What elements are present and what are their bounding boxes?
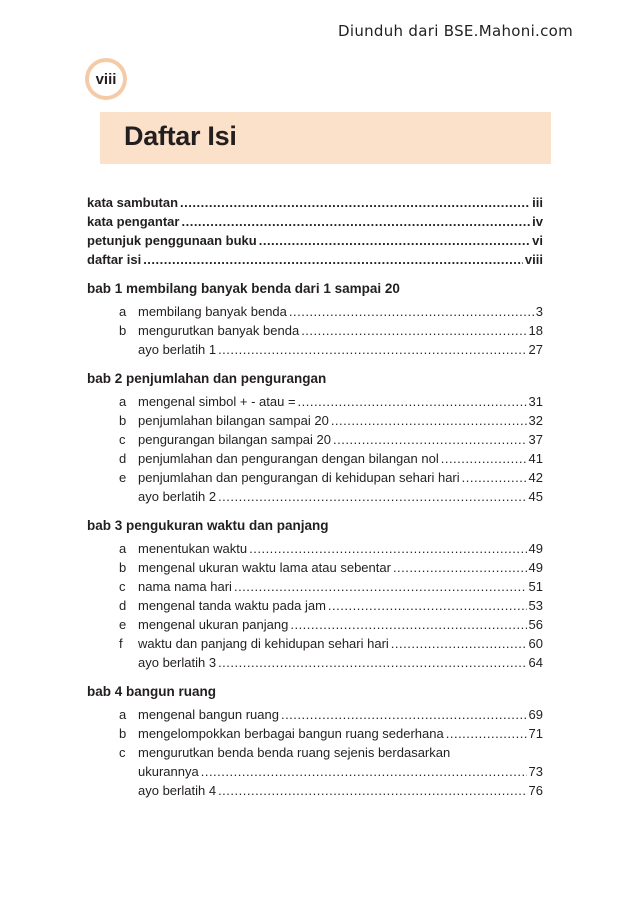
entry-page-number: 71	[528, 726, 543, 741]
dot-leader	[201, 762, 527, 781]
entry-label: mengurutkan banyak benda	[138, 323, 300, 338]
dot-leader	[281, 705, 527, 724]
toc-entry	[138, 430, 543, 449]
item-letter: b	[119, 323, 127, 338]
dot-leader	[331, 411, 527, 430]
dot-leader	[259, 231, 530, 250]
item-letter: e	[119, 617, 127, 632]
front-matter-entry	[87, 212, 543, 231]
dot-leader	[290, 615, 526, 634]
entry-page-number: 53	[528, 598, 543, 613]
entry-label: membilang banyak benda	[138, 304, 287, 319]
entry-page-number: 37	[528, 432, 543, 447]
dot-leader	[446, 724, 527, 743]
entry-label: kata sambutan	[87, 195, 179, 210]
entry-label: ukurannya	[138, 764, 199, 779]
entry-label: menentukan waktu	[138, 541, 248, 556]
entry-label: penjumlahan dan pengurangan dengan bilangan nol	[138, 451, 439, 466]
item-letter: a	[119, 304, 127, 319]
dot-leader	[180, 193, 530, 212]
entry-label: nama nama hari	[138, 579, 232, 594]
dot-leader	[234, 577, 527, 596]
entry-label: mengenal ukuran panjang	[138, 617, 289, 632]
item-letter: f	[119, 636, 123, 651]
dot-leader	[333, 430, 527, 449]
front-matter-entry	[87, 193, 543, 212]
chapter-heading: bab 3 pengukuran waktu dan panjang	[87, 518, 329, 533]
chapter-heading: bab 1 membilang banyak benda dari 1 sampai 20	[87, 281, 400, 296]
item-letter: d	[119, 451, 127, 466]
entry-page-number: 31	[528, 394, 543, 409]
entry-page-number: 51	[528, 579, 543, 594]
entry-page-number: 76	[528, 783, 543, 798]
title-banner	[100, 112, 551, 164]
entry-page-number: 42	[528, 470, 543, 485]
entry-page-number: 69	[528, 707, 543, 722]
item-letter: e	[119, 470, 127, 485]
toc-entry	[138, 392, 543, 411]
toc-entry	[138, 539, 543, 558]
dot-leader	[181, 212, 530, 231]
toc-entry	[138, 577, 543, 596]
dot-leader	[462, 468, 527, 487]
page-title: Daftar Isi	[124, 121, 237, 151]
toc-entry	[138, 743, 543, 762]
dot-leader	[298, 392, 527, 411]
item-letter: b	[119, 413, 127, 428]
item-letter: d	[119, 598, 127, 613]
entry-label: mengenal tanda waktu pada jam	[138, 598, 326, 613]
watermark-text: Diunduh dari BSE.Mahoni.com	[338, 22, 574, 40]
front-matter-entry	[87, 231, 543, 250]
entry-label: mengenal ukuran waktu lama atau sebentar	[138, 560, 391, 575]
entry-page-number: 64	[528, 655, 543, 670]
entry-label: ayo berlatih 2	[138, 489, 217, 504]
front-matter-entry	[87, 250, 543, 269]
entry-page-number: 41	[528, 451, 543, 466]
dot-leader	[328, 596, 527, 615]
entry-label: ayo berlatih 4	[138, 783, 217, 798]
toc-entry	[138, 781, 543, 800]
entry-label: pengurangan bilangan sampai 20	[138, 432, 331, 447]
entry-page-number: iii	[532, 195, 543, 210]
toc-entry	[138, 724, 543, 743]
toc-entry	[138, 321, 543, 340]
toc-entry	[138, 468, 543, 487]
entry-label: ayo berlatih 3	[138, 655, 217, 670]
entry-page-number: iv	[532, 214, 543, 229]
entry-label: penjumlahan bilangan sampai 20	[138, 413, 329, 428]
entry-page-number: viii	[524, 252, 543, 267]
page-number: viii	[89, 62, 123, 96]
chapter-heading: bab 2 penjumlahan dan pengurangan	[87, 371, 327, 386]
dot-leader	[301, 321, 526, 340]
toc-entry	[138, 762, 543, 781]
entry-page-number: 49	[528, 560, 543, 575]
entry-label: mengenal bangun ruang	[138, 707, 279, 722]
dot-leader	[143, 250, 523, 269]
dot-leader	[218, 487, 526, 506]
dot-leader	[218, 653, 526, 672]
entry-label: ayo berlatih 1	[138, 342, 217, 357]
item-letter: c	[119, 745, 126, 760]
toc-entry	[138, 487, 543, 506]
dot-leader	[218, 340, 526, 359]
entry-page-number: 60	[528, 636, 543, 651]
entry-page-number: 56	[528, 617, 543, 632]
entry-page-number: 49	[528, 541, 543, 556]
item-letter: b	[119, 560, 127, 575]
entry-label: mengurutkan benda benda ruang sejenis berdasarkan	[138, 745, 451, 760]
toc-entry	[138, 411, 543, 430]
entry-page-number: 3	[535, 304, 543, 319]
dot-leader	[441, 449, 527, 468]
toc-entry	[138, 653, 543, 672]
entry-page-number: 18	[528, 323, 543, 338]
entry-page-number: 27	[528, 342, 543, 357]
item-letter: b	[119, 726, 127, 741]
item-letter: a	[119, 394, 127, 409]
toc-entry	[138, 615, 543, 634]
dot-leader	[249, 539, 526, 558]
entry-label: waktu dan panjang di kehidupan sehari hari	[138, 636, 389, 651]
toc-entry	[138, 449, 543, 468]
toc-entry	[138, 340, 543, 359]
entry-label: daftar isi	[87, 252, 142, 267]
entry-page-number: 73	[528, 764, 543, 779]
dot-leader	[391, 634, 527, 653]
entry-page-number: 32	[528, 413, 543, 428]
toc-entry	[138, 596, 543, 615]
entry-page-number: 45	[528, 489, 543, 504]
item-letter: a	[119, 707, 127, 722]
toc-entry	[138, 302, 543, 321]
item-letter: c	[119, 432, 126, 447]
entry-label: kata pengantar	[87, 214, 180, 229]
toc-entry	[138, 634, 543, 653]
page-number-badge	[85, 58, 127, 100]
toc-entry	[138, 705, 543, 724]
item-letter: a	[119, 541, 127, 556]
dot-leader	[218, 781, 526, 800]
entry-label: mengenal simbol + - atau =	[138, 394, 296, 409]
dot-leader	[289, 302, 534, 321]
chapter-heading: bab 4 bangun ruang	[87, 684, 217, 699]
dot-leader	[393, 558, 527, 577]
entry-label: mengelompokkan berbagai bangun ruang sederhana	[138, 726, 444, 741]
entry-page-number: vi	[532, 233, 543, 248]
item-letter: c	[119, 579, 126, 594]
entry-label: penjumlahan dan pengurangan di kehidupan sehari hari	[138, 470, 460, 485]
toc-entry	[138, 558, 543, 577]
entry-label: petunjuk penggunaan buku	[87, 233, 257, 248]
